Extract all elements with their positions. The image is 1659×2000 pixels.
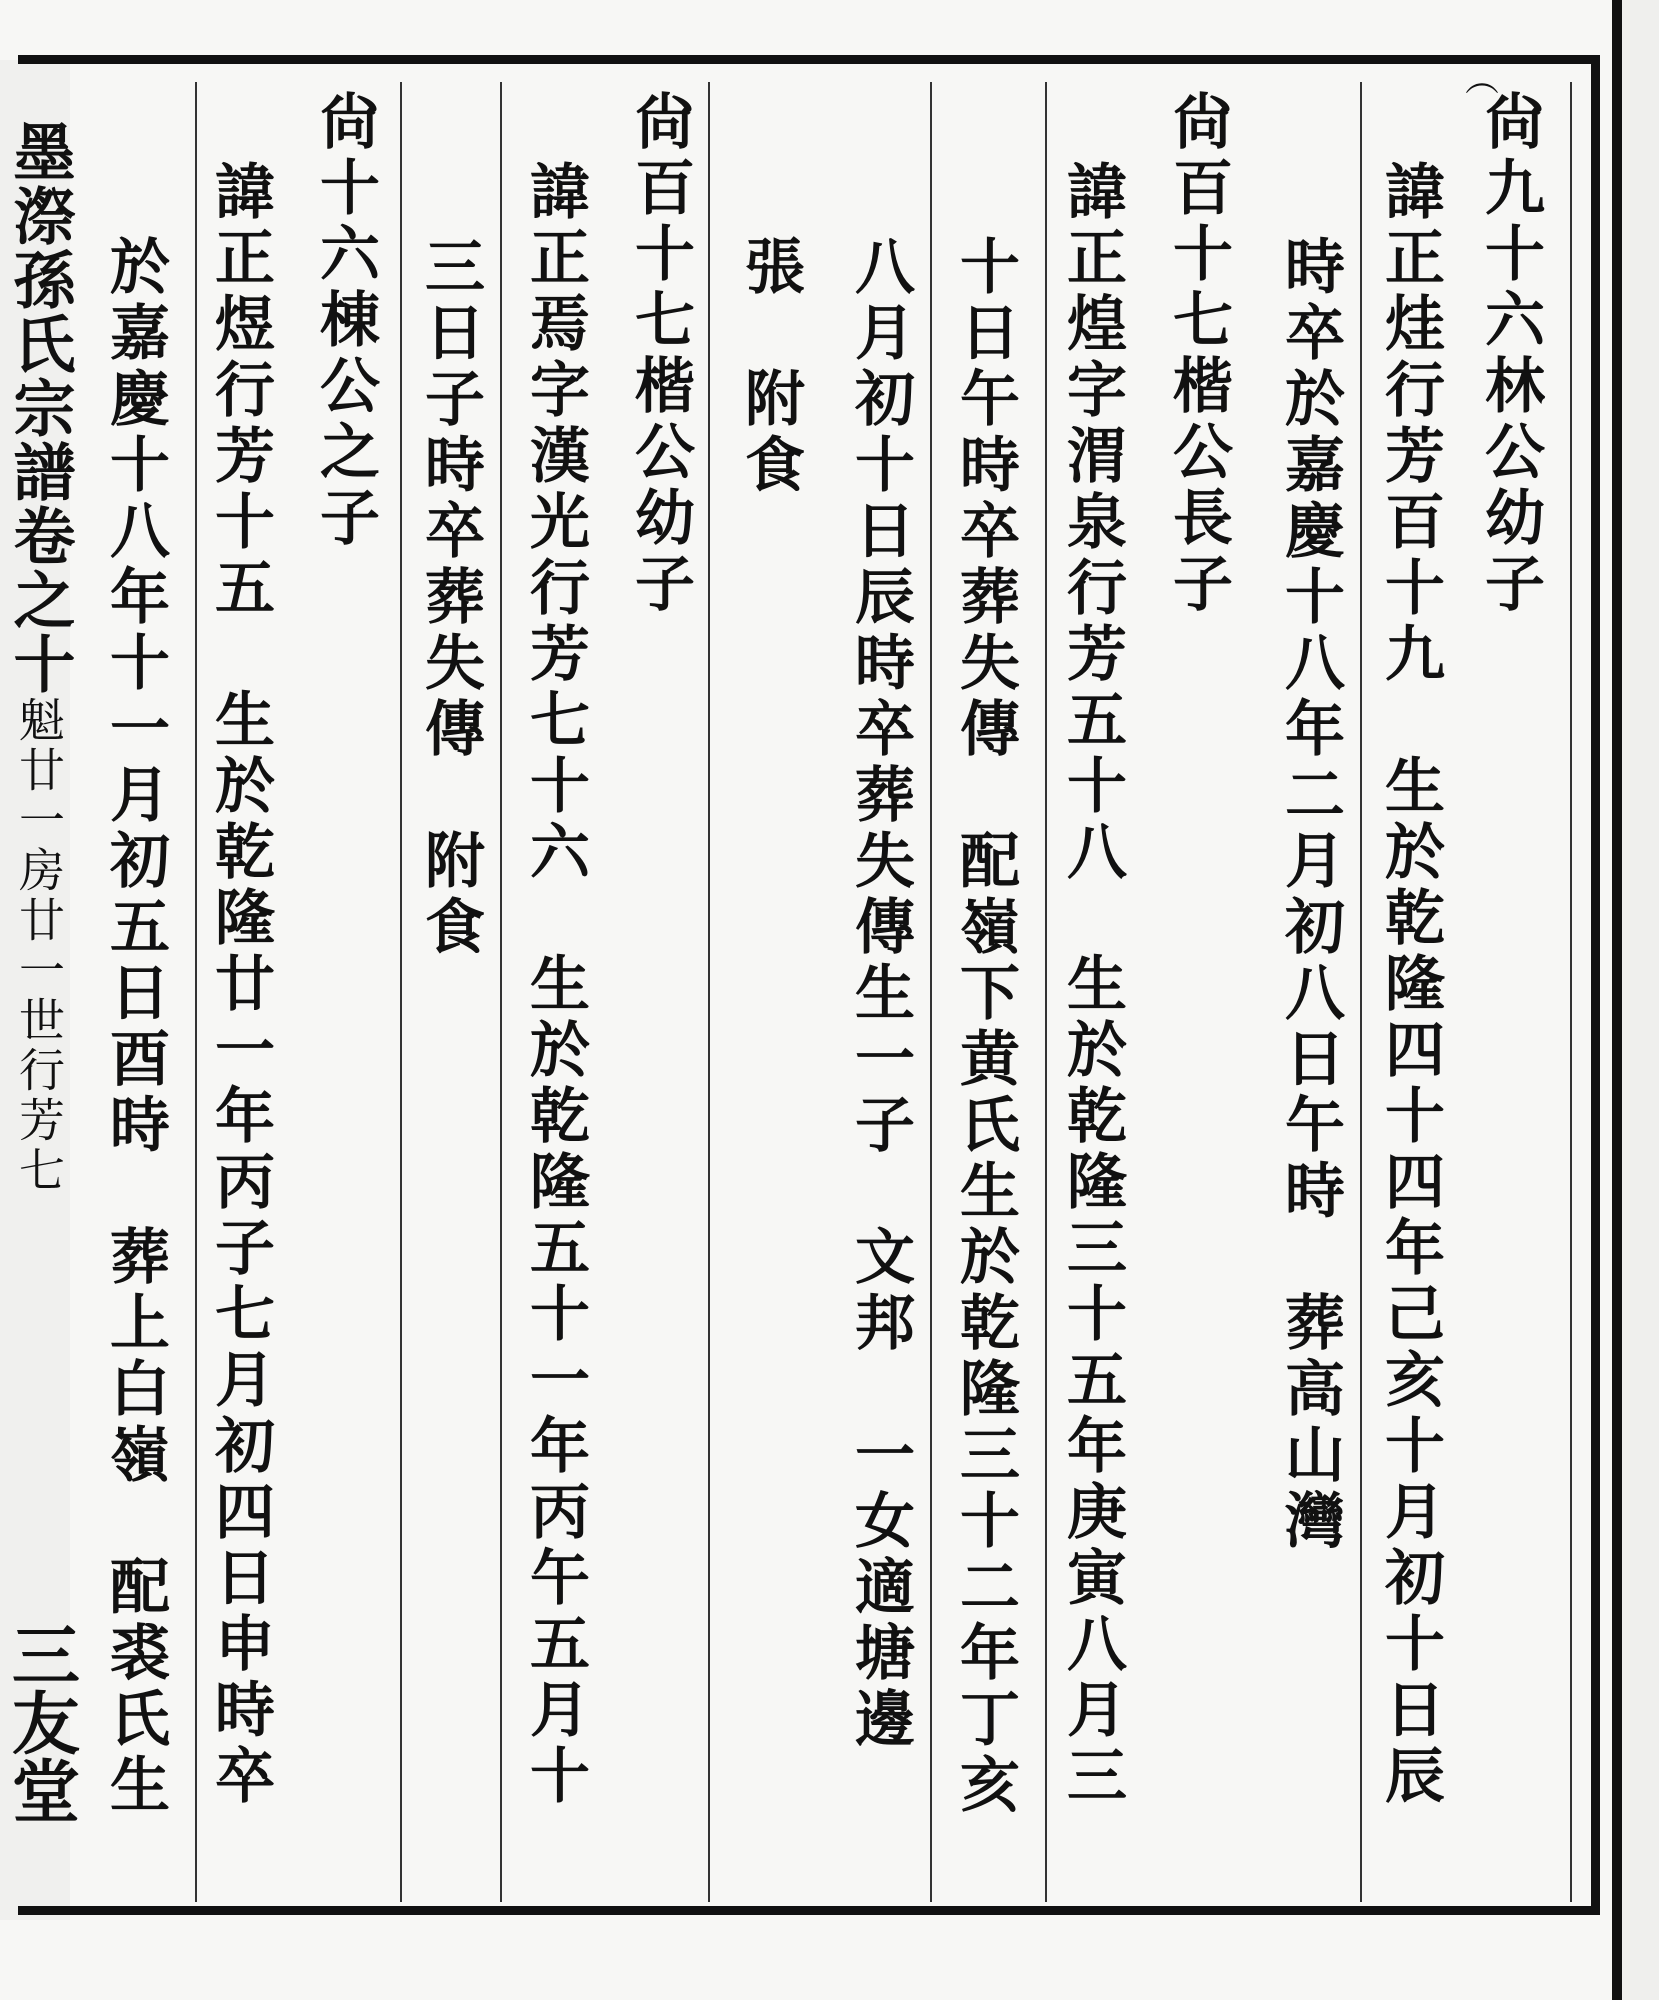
heading-col-4: 尙百十七楷公長子 <box>1163 90 1233 618</box>
text-col-2: 諱正烓行芳百十九 生於乾隆四十四年己亥十月初十日辰 <box>1375 160 1445 1810</box>
heading-col-9: 尙百十七楷公幼子 <box>625 90 695 618</box>
text-col-13: 諱正煜行芳十五 生於乾隆廿一年丙子七月初四日申時卒 <box>205 160 275 1810</box>
text-col-7: 八月初十日辰時卒葬失傳生一子 文邦 一女適塘邊 <box>845 235 915 1753</box>
column-rule <box>500 82 502 1902</box>
column-rule <box>400 82 402 1902</box>
column-rule <box>708 82 710 1902</box>
column-rule <box>1045 82 1047 1902</box>
hall-name: 三友堂 <box>0 1620 81 1824</box>
text-col-11: 三日子時卒葬失傳 附食 <box>415 235 485 961</box>
column-rule <box>930 82 932 1902</box>
text-col-3: 時卒於嘉慶十八年二月初八日午時 葬高山灣 <box>1275 235 1345 1555</box>
volume-label: 卷之十 <box>3 504 76 696</box>
column-rule <box>1570 82 1572 1902</box>
section-label: 魁廿一房廿一世行芳 <box>12 696 66 1146</box>
heading-col-1: 尙九十六林公幼子 <box>1475 90 1545 618</box>
right-spine <box>1612 0 1659 2000</box>
book-title-margin <box>3 120 76 1196</box>
text-col-5: 諱正煌字渭泉行芳五十八 生於乾隆三十五年庚寅八月三 <box>1057 160 1127 1810</box>
heading-col-12: 尙十六棟公之子 <box>310 90 380 552</box>
column-rule <box>1360 82 1362 1902</box>
book-title: 墨漈孫氏宗譜 <box>3 120 76 504</box>
text-col-14: 於嘉慶十八年十一月初五日酉時 葬上白嶺 配裘氏生 <box>100 235 170 1819</box>
text-col-6: 十日午時卒葬失傳 配嶺下黄氏生於乾隆三十二年丁亥 <box>950 235 1020 1819</box>
text-col-10: 諱正焉字漢光行芳七十六 生於乾隆五十一年丙午五月十 <box>520 160 590 1810</box>
page-number: 七 <box>12 1146 66 1196</box>
column-rule <box>195 82 197 1902</box>
text-col-8: 張 附食 <box>735 235 805 499</box>
corner-ornament: ︵ <box>1465 60 1499 100</box>
